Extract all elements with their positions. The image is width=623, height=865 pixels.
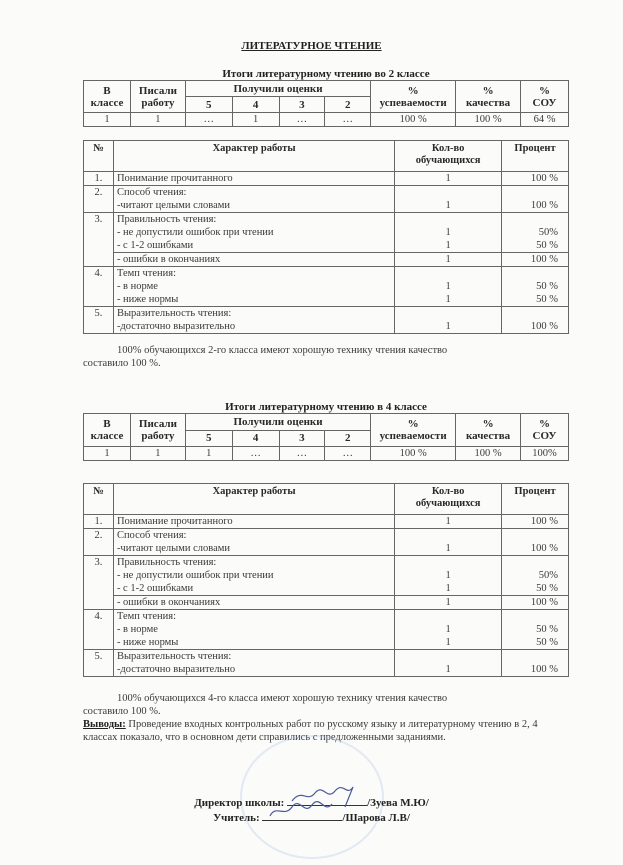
table-row <box>84 186 569 213</box>
item-line-count: 1 <box>445 240 451 251</box>
spacer <box>398 186 498 199</box>
table-row <box>84 172 569 186</box>
item-line: -читают целыми словами <box>116 200 230 211</box>
table-row <box>84 113 569 127</box>
table-row <box>84 650 569 677</box>
header-kind: Характер работы <box>113 141 394 172</box>
item-description <box>113 610 394 650</box>
header-percent: Процент <box>502 484 569 515</box>
header-progress <box>371 414 456 447</box>
item-line-count: 1 <box>445 227 451 238</box>
item-number: 5. <box>84 650 114 677</box>
table-row <box>84 267 569 307</box>
header-in-class-line2: классе <box>90 96 124 109</box>
item-line-percent: 50 % <box>536 294 558 305</box>
header-count <box>395 141 502 172</box>
item-description <box>113 650 394 677</box>
spacer <box>505 267 558 280</box>
conclusion-text: Проведение входных контрольных работ по русскому языку и литературному чтению в 2, 4 классах показало, что в основном дети справились с предложенными заданиями. <box>83 719 538 743</box>
item-line-percent: 50% <box>538 570 558 581</box>
item-heading: Способ чтения: <box>116 530 187 541</box>
item-line-count: 1 <box>445 637 451 648</box>
header-kind: Характер работы <box>113 484 394 515</box>
item-number: 3. <box>84 556 114 610</box>
teacher-signature-line <box>0 810 623 825</box>
header-progress <box>371 81 456 113</box>
item-count <box>395 529 502 556</box>
handwritten-signature <box>262 810 342 821</box>
item-count <box>395 213 502 253</box>
header-sou-line2: СОУ <box>532 430 557 442</box>
item-line-count: 1 <box>445 583 451 594</box>
item-description <box>113 556 394 596</box>
header-in-class <box>84 414 131 447</box>
item-percent <box>502 556 569 596</box>
table-row <box>84 213 569 253</box>
header-row <box>84 484 569 515</box>
table-row <box>84 556 569 596</box>
header-wrote-line1: Писали <box>138 418 177 430</box>
header-in-class-line1: В <box>103 84 111 97</box>
item-heading: Способ чтения: <box>116 187 187 198</box>
item-line: - ниже нормы <box>116 637 179 648</box>
spacer <box>505 307 558 320</box>
item-line-count: 1 <box>445 321 451 332</box>
item-count <box>395 186 502 213</box>
result-cell: 100 % <box>456 447 521 461</box>
header-grade: 3 <box>279 97 325 113</box>
header-num: № <box>84 141 114 172</box>
header-count-line1: Кол-во <box>431 486 465 497</box>
item-number: 4. <box>84 267 114 307</box>
header-count-line2: обучающихся <box>415 498 481 509</box>
header-wrote <box>130 414 185 447</box>
item-line-count: 1 <box>445 200 451 211</box>
item-line: - ошибки в окончаниях <box>113 596 394 610</box>
results-table-grade2 <box>83 80 569 127</box>
item-line-count: 1 <box>445 664 451 675</box>
item-description <box>113 172 394 186</box>
header-grades: Получили оценки <box>185 414 370 431</box>
item-count <box>395 515 502 529</box>
item-line-percent: 100 % <box>502 596 569 610</box>
table-row <box>84 529 569 556</box>
signature-name: /Зуева М.Ю/ <box>367 797 429 809</box>
header-grade: 5 <box>185 97 232 113</box>
detail-table-grade2 <box>83 140 569 334</box>
result-cell: 1 <box>232 113 279 127</box>
item-description <box>113 267 394 307</box>
header-sou <box>521 81 569 113</box>
item-line-percent: 100 % <box>502 253 569 267</box>
item-line: - ошибки в окончаниях <box>113 253 394 267</box>
table-row <box>84 610 569 650</box>
item-number: 4. <box>84 610 114 650</box>
table-subrow <box>84 253 569 267</box>
item-percent <box>502 307 569 334</box>
table-row <box>84 515 569 529</box>
header-sou-line2: СОУ <box>532 96 557 109</box>
item-count <box>395 650 502 677</box>
header-in-class <box>84 81 131 113</box>
item-line-percent: 50 % <box>536 240 558 251</box>
item-line-count: 1 <box>445 624 451 635</box>
result-cell: … <box>185 113 232 127</box>
spacer <box>398 556 498 569</box>
result-cell: 100% <box>521 447 569 461</box>
signature-role: Учитель: <box>213 812 260 824</box>
signature-name: /Шарова Л.В/ <box>342 812 410 824</box>
spacer <box>398 650 498 663</box>
item-count <box>395 610 502 650</box>
spacer <box>398 307 498 320</box>
result-cell: 64 % <box>521 113 569 127</box>
item-percent <box>502 172 569 186</box>
header-in-class-line1: В <box>103 418 111 430</box>
result-cell: 1 <box>84 447 131 461</box>
spacer <box>398 610 498 623</box>
item-line: - не допустили ошибок при чтении <box>116 570 274 581</box>
header-wrote-line2: работу <box>141 96 175 109</box>
item-percent <box>502 213 569 253</box>
item-line-count: 1 <box>445 294 451 305</box>
result-cell: … <box>279 447 325 461</box>
signature-role: Директор школы: <box>194 797 285 809</box>
item-number: 1. <box>84 172 114 186</box>
results-table-grade4 <box>83 413 569 461</box>
item-line: - с 1-2 ошибками <box>116 240 194 251</box>
item-line: - с 1-2 ошибками <box>116 583 194 594</box>
result-cell: 100 % <box>371 447 456 461</box>
detail-table-grade4 <box>83 483 569 677</box>
header-progress-line2: успеваемости <box>379 96 447 109</box>
item-number: 5. <box>84 307 114 334</box>
header-wrote-line1: Писали <box>138 84 177 97</box>
result-cell: … <box>325 447 371 461</box>
result-cell: 1 <box>130 447 185 461</box>
item-description <box>113 307 394 334</box>
item-number: 2. <box>84 529 114 556</box>
header-quality <box>456 81 521 113</box>
result-cell: 100 % <box>456 113 521 127</box>
summary-grade2 <box>83 344 573 370</box>
item-line: - в норме <box>116 281 158 292</box>
header-wrote-line2: работу <box>141 430 175 442</box>
item-line-percent: 100 % <box>530 543 558 554</box>
summary-line: составило 100 %. <box>83 358 161 369</box>
spacer <box>505 213 558 226</box>
item-line-percent: 100 % <box>530 516 558 527</box>
table-row <box>84 447 569 461</box>
section-caption-grade4: Итоги литературному чтению в 4 классе <box>225 401 427 413</box>
item-heading: Правильность чтения: <box>116 214 217 225</box>
item-heading: Выразительность чтения: <box>116 651 232 662</box>
header-grade: 3 <box>279 430 325 447</box>
header-grade: 2 <box>325 97 371 113</box>
item-line-count: 1 <box>445 516 451 527</box>
spacer <box>398 529 498 542</box>
item-line-percent: 50 % <box>536 637 558 648</box>
summary-line: составило 100 %. <box>83 706 161 717</box>
header-quality-line2: качества <box>465 430 511 442</box>
item-line: -достаточно выразительно <box>116 664 236 675</box>
item-line: - не допустили ошибок при чтении <box>116 227 274 238</box>
item-line: Понимание прочитанного <box>116 516 233 527</box>
item-line-percent: 100 % <box>530 664 558 675</box>
item-line-percent: 100 % <box>530 321 558 332</box>
item-line-count: 1 <box>445 281 451 292</box>
item-line-count: 1 <box>445 570 451 581</box>
header-grade: 5 <box>185 430 232 447</box>
result-cell: 1 <box>185 447 232 461</box>
item-percent <box>502 515 569 529</box>
item-heading: Темп чтения: <box>116 268 177 279</box>
header-quality-line1: % <box>482 418 494 430</box>
header-row <box>84 81 569 97</box>
item-percent <box>502 650 569 677</box>
item-line: -достаточно выразительно <box>116 321 236 332</box>
result-cell: 1 <box>84 113 131 127</box>
item-line: Понимание прочитанного <box>116 173 233 184</box>
header-percent: Процент <box>502 141 569 172</box>
table-subrow <box>84 596 569 610</box>
item-description <box>113 515 394 529</box>
spacer <box>505 610 558 623</box>
result-cell: 1 <box>130 113 185 127</box>
item-line: -читают целыми словами <box>116 543 230 554</box>
item-line: - в норме <box>116 624 158 635</box>
header-grade: 4 <box>232 430 279 447</box>
summary-line: 100% обучающихся 2-го класса имеют хорошую технику чтения качество <box>117 345 448 356</box>
header-quality-line1: % <box>482 84 494 97</box>
item-line-percent: 50 % <box>536 583 558 594</box>
item-line-count: 1 <box>395 253 502 267</box>
item-percent <box>502 186 569 213</box>
result-cell: … <box>325 113 371 127</box>
header-quality <box>456 414 521 447</box>
signature-block <box>0 795 623 825</box>
header-quality-line2: качества <box>465 96 511 109</box>
item-line-percent: 100 % <box>530 200 558 211</box>
header-count-line2: обучающихся <box>415 155 481 166</box>
header-count-line1: Кол-во <box>431 143 465 154</box>
item-percent <box>502 267 569 307</box>
header-in-class-line2: классе <box>90 430 124 442</box>
item-line-count: 1 <box>445 543 451 554</box>
item-line-count: 1 <box>395 596 502 610</box>
item-heading: Выразительность чтения: <box>116 308 232 319</box>
spacer <box>398 213 498 226</box>
item-count <box>395 267 502 307</box>
item-number: 2. <box>84 186 114 213</box>
document-title: ЛИТЕРАТУРНОЕ ЧТЕНИЕ <box>241 40 382 52</box>
spacer <box>505 529 558 542</box>
item-number: 3. <box>84 213 114 267</box>
item-line-percent: 50% <box>538 227 558 238</box>
item-line-percent: 50 % <box>536 281 558 292</box>
item-description <box>113 213 394 253</box>
header-count <box>395 484 502 515</box>
header-grades: Получили оценки <box>185 81 370 97</box>
spacer <box>505 650 558 663</box>
item-heading: Темп чтения: <box>116 611 177 622</box>
item-count <box>395 556 502 596</box>
item-count <box>395 307 502 334</box>
spacer <box>505 556 558 569</box>
item-line-percent: 50 % <box>536 624 558 635</box>
spacer <box>505 186 558 199</box>
item-percent <box>502 610 569 650</box>
header-sou <box>521 414 569 447</box>
item-line-count: 1 <box>445 173 451 184</box>
summary-line: 100% обучающихся 4-го класса имеют хорошую технику чтения качество <box>117 693 448 704</box>
result-cell: … <box>279 113 325 127</box>
item-percent <box>502 529 569 556</box>
header-grade: 2 <box>325 430 371 447</box>
item-count <box>395 172 502 186</box>
result-cell: 100 % <box>371 113 456 127</box>
header-progress-line1: % <box>407 84 419 97</box>
table-row <box>84 307 569 334</box>
spacer <box>398 267 498 280</box>
item-description <box>113 186 394 213</box>
header-progress-line1: % <box>407 418 419 430</box>
header-row <box>84 141 569 172</box>
result-cell: … <box>232 447 279 461</box>
header-grade: 4 <box>232 97 279 113</box>
item-line: - ниже нормы <box>116 294 179 305</box>
item-line-percent: 100 % <box>530 173 558 184</box>
header-num: № <box>84 484 114 515</box>
item-number: 1. <box>84 515 114 529</box>
section-caption-grade2: Итоги литературному чтению во 2 классе <box>222 68 430 80</box>
item-description <box>113 529 394 556</box>
header-sou-line1: % <box>539 418 551 430</box>
header-sou-line1: % <box>539 84 551 97</box>
conclusion-label: Выводы: <box>83 719 126 730</box>
item-heading: Правильность чтения: <box>116 557 217 568</box>
header-row <box>84 414 569 431</box>
header-wrote <box>130 81 185 113</box>
header-progress-line2: успеваемости <box>379 430 447 442</box>
